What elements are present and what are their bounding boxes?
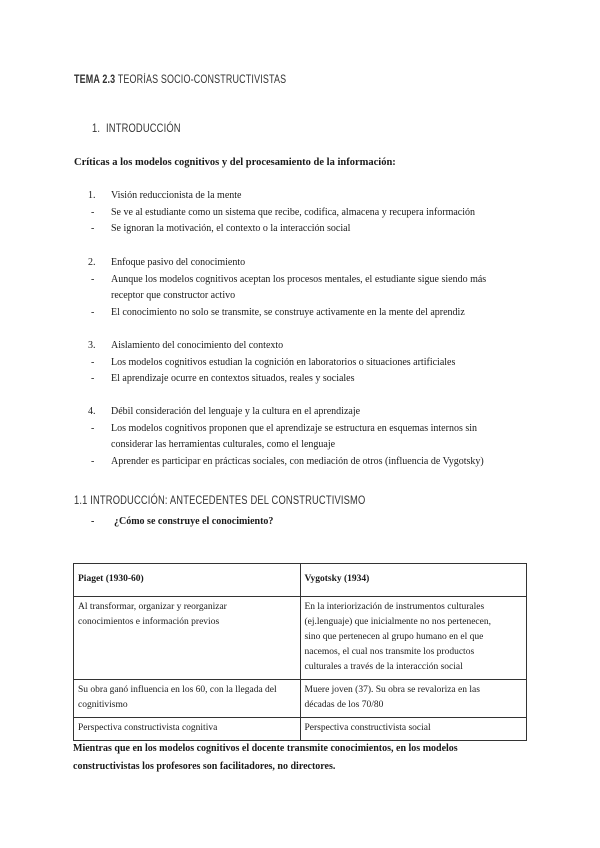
table-row: [74, 597, 527, 680]
bullet-text: receptor que constructor activo: [111, 290, 236, 301]
conclusion-line: constructivistas los profesores son facilitadores, no directores.: [73, 761, 336, 772]
list-item: [88, 255, 486, 321]
cell-line: Muere joven (37). Su obra se revaloriza en las: [304, 685, 480, 695]
bullet-dash: -: [91, 516, 95, 527]
bullet-continuation: [88, 437, 484, 454]
table-header-cell: Piaget (1930-60): [74, 564, 301, 597]
bullet-text: considerar las herramientas culturales, como el lenguaje: [111, 439, 336, 450]
list-item: [88, 404, 484, 470]
bullet-dash: -: [91, 306, 95, 318]
bullet-text: Se ignoran la motivación, el contexto o la interacción social: [111, 223, 351, 234]
conclusion: [73, 740, 533, 776]
cell-line: (ej.lenguaje) que inicialmente no nos pertenecen,: [304, 617, 491, 627]
bullet: [88, 305, 486, 322]
table-cell: [74, 680, 301, 718]
bullet-dash: -: [91, 206, 95, 218]
topic-number: TEMA 2.3: [74, 74, 116, 86]
section-title: INTRODUCCIÓN: [106, 121, 181, 135]
cell-line: sino que pertenecen al grupo humano en el que: [304, 632, 484, 642]
comparison-table: [73, 563, 527, 741]
bullet-dash: -: [91, 422, 95, 434]
bullet: [88, 454, 484, 471]
item-number: 3.: [88, 340, 96, 351]
cell-line: Su obra ganó influencia en los 60, con la llegada del: [78, 685, 277, 695]
item-title: Enfoque pasivo del conocimiento: [111, 257, 246, 268]
item-number: 4.: [88, 406, 96, 417]
cell-line: culturales a través de la interacción social: [304, 662, 463, 672]
bullet-text: El conocimiento no solo se transmite, se construye activamente en la mente del aprendiz: [111, 306, 465, 318]
bullet-text: Aunque los modelos cognitivos aceptan los procesos mentales, el estudiante sigue siendo más: [111, 273, 487, 285]
bullet: [88, 355, 455, 372]
topic-title: [74, 74, 286, 86]
item-title: Visión reduccionista de la mente: [111, 190, 242, 201]
cell-line: En la interiorización de instrumentos culturales: [304, 602, 485, 612]
subsection-heading: 1.1 INTRODUCCIÓN: ANTECEDENTES DEL CONSTRUCTIVISMO: [74, 493, 366, 507]
bullet: [88, 371, 455, 388]
cell-line: conocimientos e información previos: [78, 617, 220, 627]
list-item: [88, 338, 455, 388]
cell-line: Perspectiva constructivista social: [304, 723, 431, 733]
cell-line: Perspectiva constructivista cognitiva: [78, 723, 218, 733]
conclusion-line: Mientras que en los modelos cognitivos el docente transmite conocimientos, en los modelos: [73, 743, 458, 754]
cell-line: Al transformar, organizar y reorganizar: [78, 602, 227, 612]
bullet-continuation: [88, 288, 486, 305]
bullet: [88, 205, 475, 222]
question-text: ¿Cómo se construye el conocimiento?: [114, 516, 274, 527]
cell-line: nacemos, el cual nos transmite los productos: [304, 647, 475, 657]
bullet-dash: -: [91, 356, 95, 368]
table-cell: [74, 597, 301, 680]
table-cell: [74, 718, 301, 741]
bullet: [88, 421, 484, 438]
item-number: 1.: [88, 190, 96, 201]
cell-line: décadas de los 70/80: [304, 700, 384, 710]
topic-name: TEORÍAS SOCIO-CONSTRUCTIVISTAS: [115, 74, 287, 86]
bullet-text: Los modelos cognitivos estudian la cognición en laboratorios o situaciones artificiales: [111, 356, 456, 368]
section-number: 1.: [92, 121, 101, 135]
bullet-dash: -: [91, 373, 95, 384]
bullet-dash: -: [91, 223, 95, 234]
table-cell: [300, 680, 527, 718]
section-heading: [92, 121, 181, 135]
cell-line: cognitivismo: [78, 700, 128, 710]
criticas-heading: Críticas a los modelos cognitivos y del procesamiento de la información:: [74, 157, 396, 168]
table-header-row: [74, 564, 527, 597]
item-number: 2.: [88, 257, 96, 268]
bullet-dash: -: [91, 273, 95, 285]
bullet-text: Los modelos cognitivos proponen que el aprendizaje se estructura en esquemas internos sin: [111, 422, 478, 434]
table-row: [74, 680, 527, 718]
table-row: [74, 718, 527, 741]
bullet-text: Aprender es participar en prácticas sociales, con mediación de otros (influencia de Vygotsky): [111, 455, 484, 467]
bullet-text: Se ve al estudiante como un sistema que recibe, codifica, almacena y recupera información: [111, 206, 476, 218]
table-header-cell: Vygotsky (1934): [300, 564, 527, 597]
bullet: [88, 272, 486, 289]
table-cell: [300, 718, 527, 741]
list-item: [88, 188, 475, 238]
table-cell: [300, 597, 527, 680]
item-title: Débil consideración del lenguaje y la cultura en el aprendizaje: [111, 406, 361, 417]
bullet-text: El aprendizaje ocurre en contextos situados, reales y sociales: [111, 373, 355, 384]
item-title: Aislamiento del conocimiento del contexto: [111, 340, 284, 351]
bullet: [88, 221, 475, 238]
question: [91, 516, 273, 527]
bullet-dash: -: [91, 455, 95, 467]
